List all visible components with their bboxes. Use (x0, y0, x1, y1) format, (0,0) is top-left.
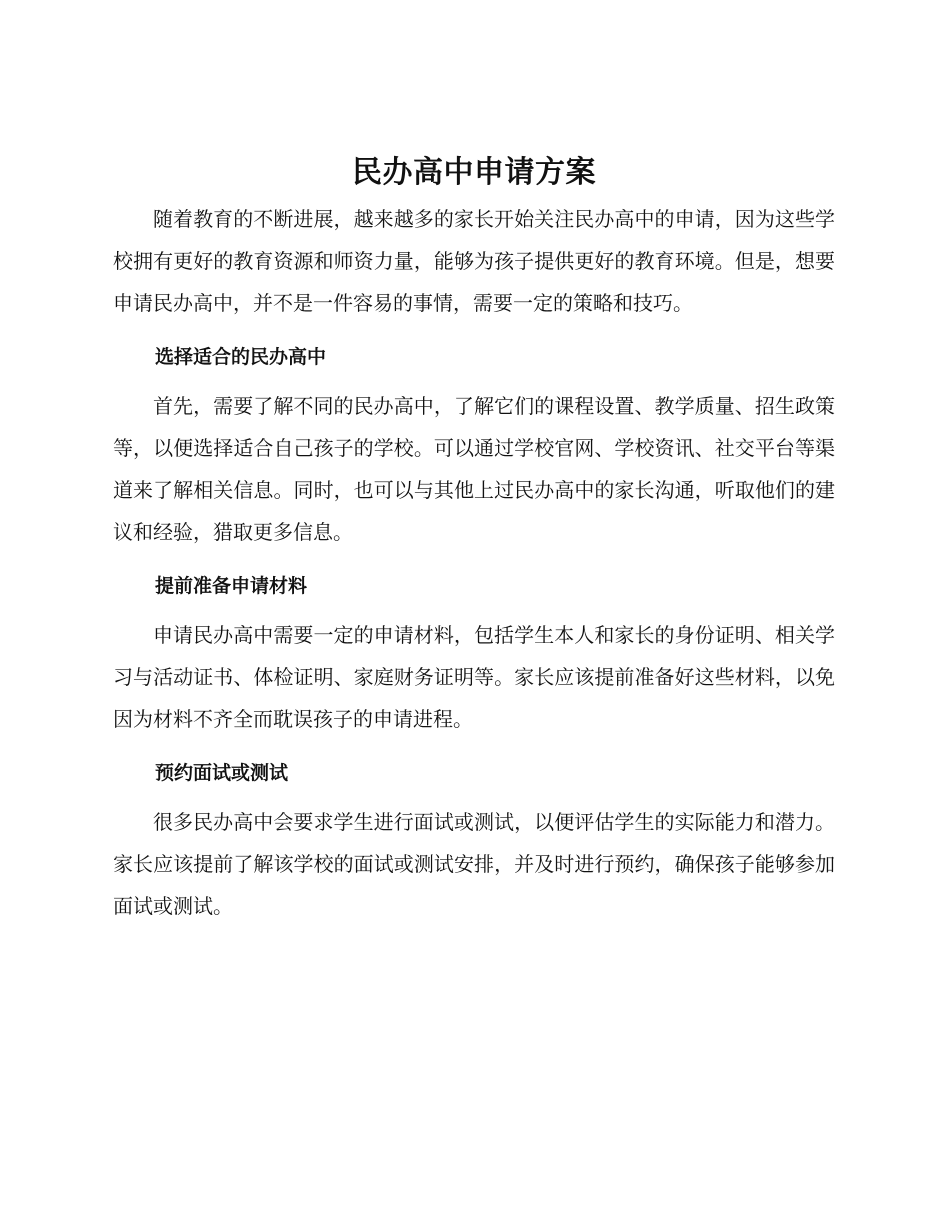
section-interview-test (113, 761, 835, 927)
document-title: 民办高中申请方案 (352, 155, 596, 190)
section-heading: 提前准备申请材料 (155, 575, 308, 597)
section-choose-school (113, 345, 835, 553)
section-heading: 选择适合的民办高中 (155, 346, 327, 368)
section-paragraph: 申请民办高中需要一定的申请材料，包括学生本人和家长的身份证明、相关学习与活动证书、体检证明、家庭财务证明等。家长应该提前准备好这些材料，以免因为材料不齐全而耽误孩子的申请进程。 (113, 623, 835, 731)
section-paragraph: 很多民办高中会要求学生进行面试或测试，以便评估学生的实际能力和潜力。家长应该提前了解该学校的面试或测试安排，并及时进行预约，确保孩子能够参加面试或测试。 (113, 810, 835, 918)
section-prepare-materials (113, 574, 835, 740)
intro-paragraph: 随着教育的不断进展，越来越多的家长开始关注民办高中的申请，因为这些学校拥有更好的教育资源和师资力量，能够为孩子提供更好的教育环境。但是，想要申请民办高中，并不是一件容易的事情，需要一定的策略和技巧。 (113, 207, 835, 315)
section-paragraph: 首先，需要了解不同的民办高中，了解它们的课程设置、教学质量、招生政策等，以便选择适合自己孩子的学校。可以通过学校官网、学校资讯、社交平台等渠道来了解相关信息。同时，也可以与其他上过民办高中的家长沟通，听取他们的建议和经验，猎取更多信息。 (113, 394, 835, 544)
section-heading: 预约面试或测试 (155, 762, 289, 784)
document-page (113, 148, 835, 927)
